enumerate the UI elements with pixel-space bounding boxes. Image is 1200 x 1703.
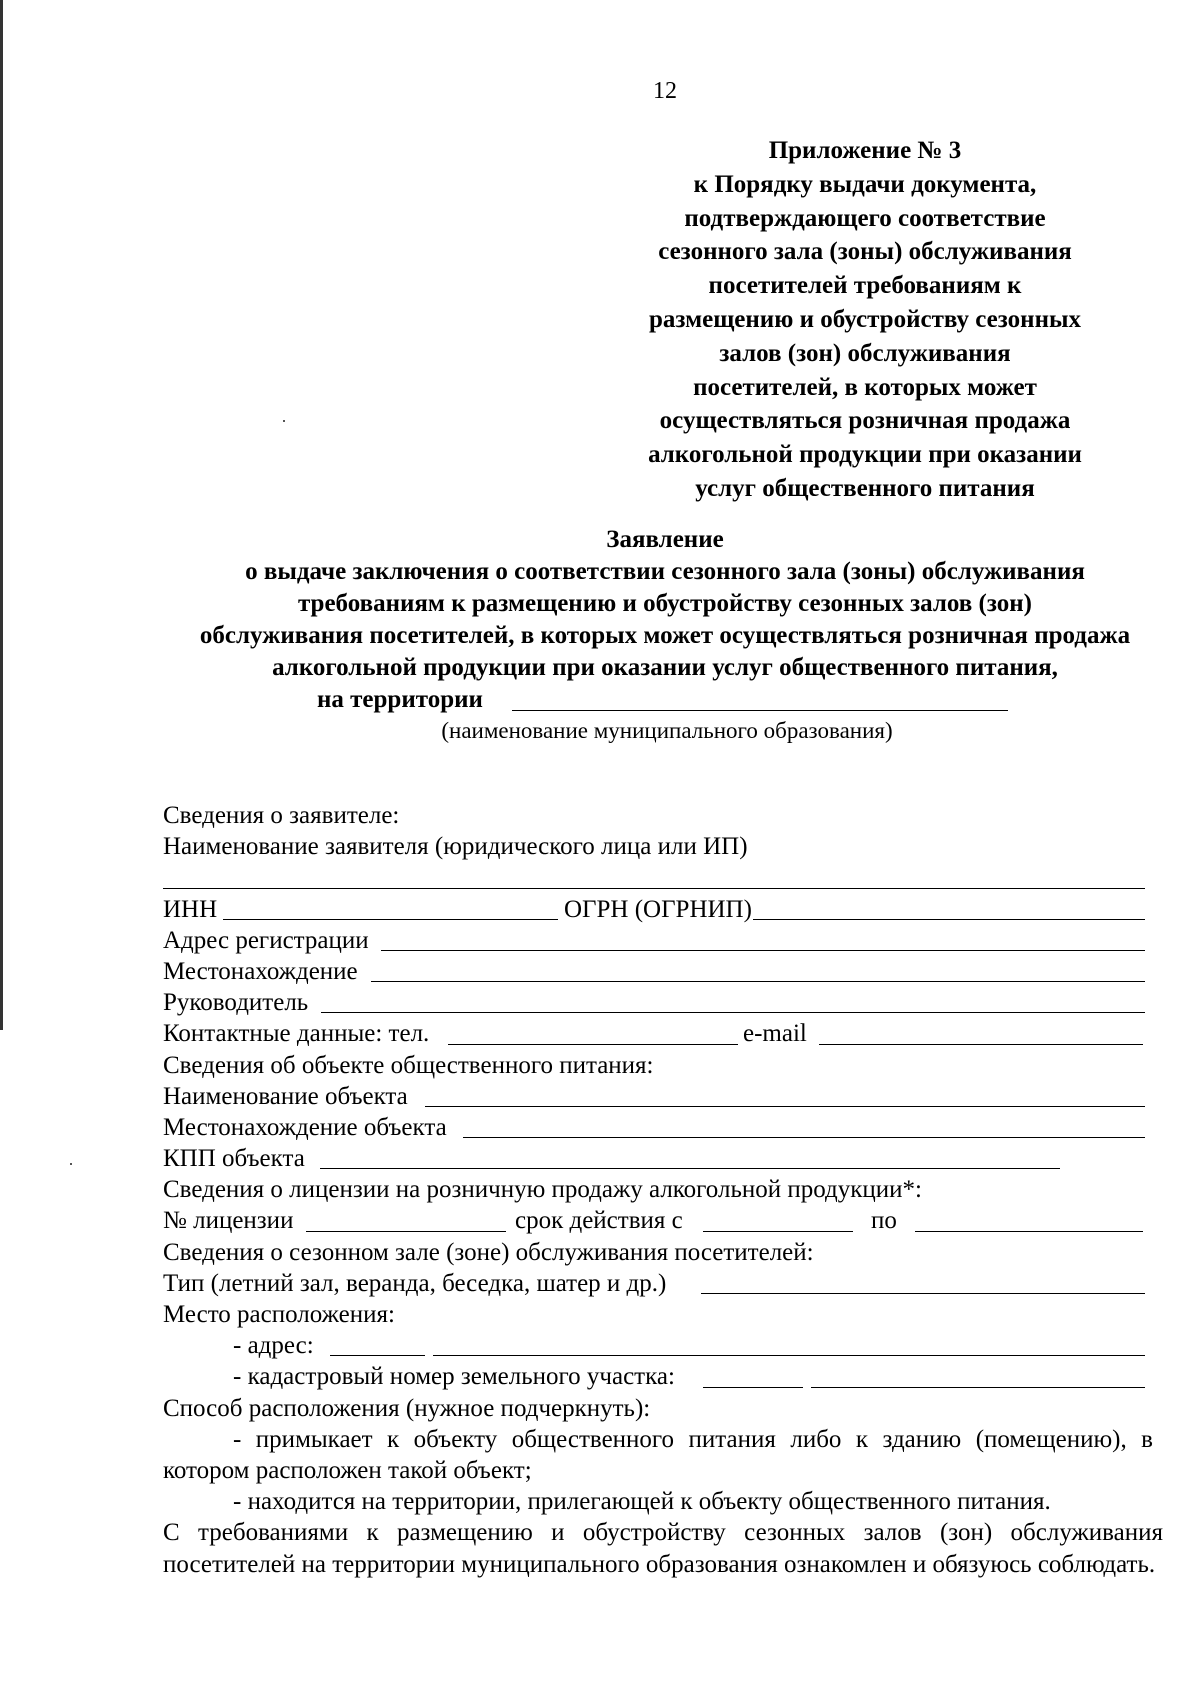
inn-label: ИНН	[163, 895, 218, 923]
kpp-field[interactable]	[320, 1168, 1060, 1169]
reg-address-field[interactable]	[381, 950, 1145, 951]
scan-speck	[70, 1163, 72, 1165]
territory-field[interactable]	[512, 710, 1008, 711]
appendix-heading	[605, 134, 1125, 506]
applicant-name-field[interactable]	[163, 888, 1145, 889]
applicant-name-field-row	[163, 862, 1153, 893]
appendix-line: осуществляться розничная продажа	[659, 407, 1071, 435]
license-no-field[interactable]	[306, 1231, 506, 1232]
statement-line: обслуживания посетителей, в которых может осуществляться розничная продажа	[199, 622, 1131, 649]
season-header-row	[163, 1237, 1153, 1268]
location-field[interactable]	[371, 981, 1145, 982]
license-to-label: по	[871, 1207, 897, 1235]
applicant-header: Сведения о заявителе:	[163, 802, 400, 829]
address-row	[163, 1330, 1153, 1361]
appendix-line: алкогольной продукции при оказании	[648, 441, 1082, 469]
type-label: Тип (летний зал, веранда, беседка, шатер и др.)	[163, 1269, 667, 1297]
place-row	[163, 1299, 1153, 1330]
object-header: Сведения об объекте общественного питания:	[163, 1051, 654, 1079]
statement-line: о выдаче заключения о соответствии сезонного зала (зоны) обслуживания	[245, 558, 1085, 585]
inn-ogrn-row	[163, 894, 1153, 925]
applicant-header-row	[163, 800, 1153, 831]
reg-address-label: Адрес регистрации	[163, 926, 369, 954]
method-option-territory[interactable]: - находится на территории, прилегающей к объекту общественного питания.	[233, 1488, 1051, 1516]
email-label: e-mail	[743, 1020, 807, 1048]
inn-field[interactable]	[223, 919, 558, 920]
place-label: Место расположения:	[163, 1301, 395, 1328]
cadastral-label: - кадастровый номер земельного участка:	[233, 1363, 675, 1391]
type-row	[163, 1268, 1153, 1299]
appendix-line: Приложение № 3	[768, 137, 962, 164]
ogrn-field[interactable]	[753, 919, 1145, 920]
method-row	[163, 1393, 1153, 1424]
appendix-line: подтверждающего соответствие	[684, 204, 1046, 232]
cadastral-row	[163, 1361, 1153, 1392]
address-label: - адрес:	[233, 1332, 314, 1360]
object-location-label: Местонахождение объекта	[163, 1113, 447, 1141]
applicant-name-label: Наименование заявителя (юридического лица или ИП)	[163, 833, 748, 861]
contacts-row	[163, 1018, 1153, 1049]
phone-field[interactable]	[448, 1044, 738, 1045]
object-name-label: Наименование объекта	[163, 1082, 408, 1110]
object-name-field[interactable]	[425, 1106, 1145, 1107]
license-to-field[interactable]	[915, 1231, 1143, 1232]
address-field-a[interactable]	[330, 1355, 425, 1356]
type-field[interactable]	[701, 1293, 1145, 1294]
license-term-label: срок действия с	[515, 1207, 683, 1235]
kpp-row	[163, 1143, 1153, 1174]
cadastral-field-a[interactable]	[703, 1387, 803, 1388]
appendix-line: размещению и обустройству сезонных	[648, 305, 1081, 333]
method-label: Способ расположения (нужное подчеркнуть):	[163, 1394, 651, 1422]
object-header-row	[163, 1050, 1153, 1081]
page-number: 12	[653, 78, 677, 104]
head-field[interactable]	[321, 1012, 1145, 1013]
territory-row	[160, 684, 1170, 716]
application-form	[163, 800, 1163, 1580]
ogrn-label: ОГРН (ОГРНИП)	[564, 895, 752, 923]
location-row	[163, 956, 1153, 987]
head-label: Руководитель	[163, 989, 309, 1017]
kpp-label: КПП объекта	[163, 1145, 305, 1173]
appendix-line: сезонного зала (зоны) обслуживания	[658, 238, 1072, 266]
territory-note: (наименование муниципального образования)	[441, 718, 893, 743]
reg-address-row	[163, 925, 1153, 956]
object-location-field[interactable]	[463, 1137, 1145, 1138]
appendix-line: залов (зон) обслуживания	[719, 339, 1011, 367]
license-row	[163, 1205, 1153, 1236]
scan-page-edge	[0, 0, 3, 1030]
license-header: Сведения о лицензии на розничную продажу алкогольной продукции*:	[163, 1176, 922, 1204]
scan-speck	[283, 420, 285, 422]
statement-line: требованиям к размещению и обустройству сезонных залов (зон)	[297, 590, 1033, 617]
statement-heading	[160, 524, 1170, 746]
head-row	[163, 987, 1153, 1018]
address-field-b[interactable]	[433, 1355, 1145, 1356]
object-location-row	[163, 1112, 1153, 1143]
territory-label: на территории	[317, 686, 483, 713]
agreement-text: С требованиями к размещению и обустройству сезонных залов (зон) обслуживания посетителей на территории муниципального образования ознакомлен и обязуюсь соблюдать.	[163, 1519, 1163, 1578]
license-from-field[interactable]	[703, 1231, 853, 1232]
contacts-label: Контактные данные: тел.	[163, 1020, 430, 1048]
email-field[interactable]	[819, 1044, 1143, 1045]
appendix-line: посетителей требованиям к	[708, 272, 1022, 300]
location-label: Местонахождение	[163, 957, 358, 985]
statement-title: Заявление	[606, 526, 724, 553]
license-no-label: № лицензии	[163, 1207, 294, 1235]
statement-line: алкогольной продукции при оказании услуг общественного питания,	[272, 654, 1058, 681]
appendix-line: к Порядку выдачи документа,	[693, 170, 1037, 198]
object-name-row	[163, 1081, 1153, 1112]
method-option-adjacent[interactable]: - примыкает к объекту общественного питания либо к зданию (помещению), в котором расположен такой объект;	[163, 1425, 1153, 1484]
license-header-row	[163, 1174, 1153, 1205]
applicant-name-row	[163, 831, 1153, 862]
appendix-line: посетителей, в которых может	[693, 373, 1037, 401]
appendix-line: услуг общественного питания	[695, 474, 1035, 502]
cadastral-field-b[interactable]	[811, 1387, 1145, 1388]
season-header: Сведения о сезонном зале (зоне) обслуживания посетителей:	[163, 1238, 814, 1266]
